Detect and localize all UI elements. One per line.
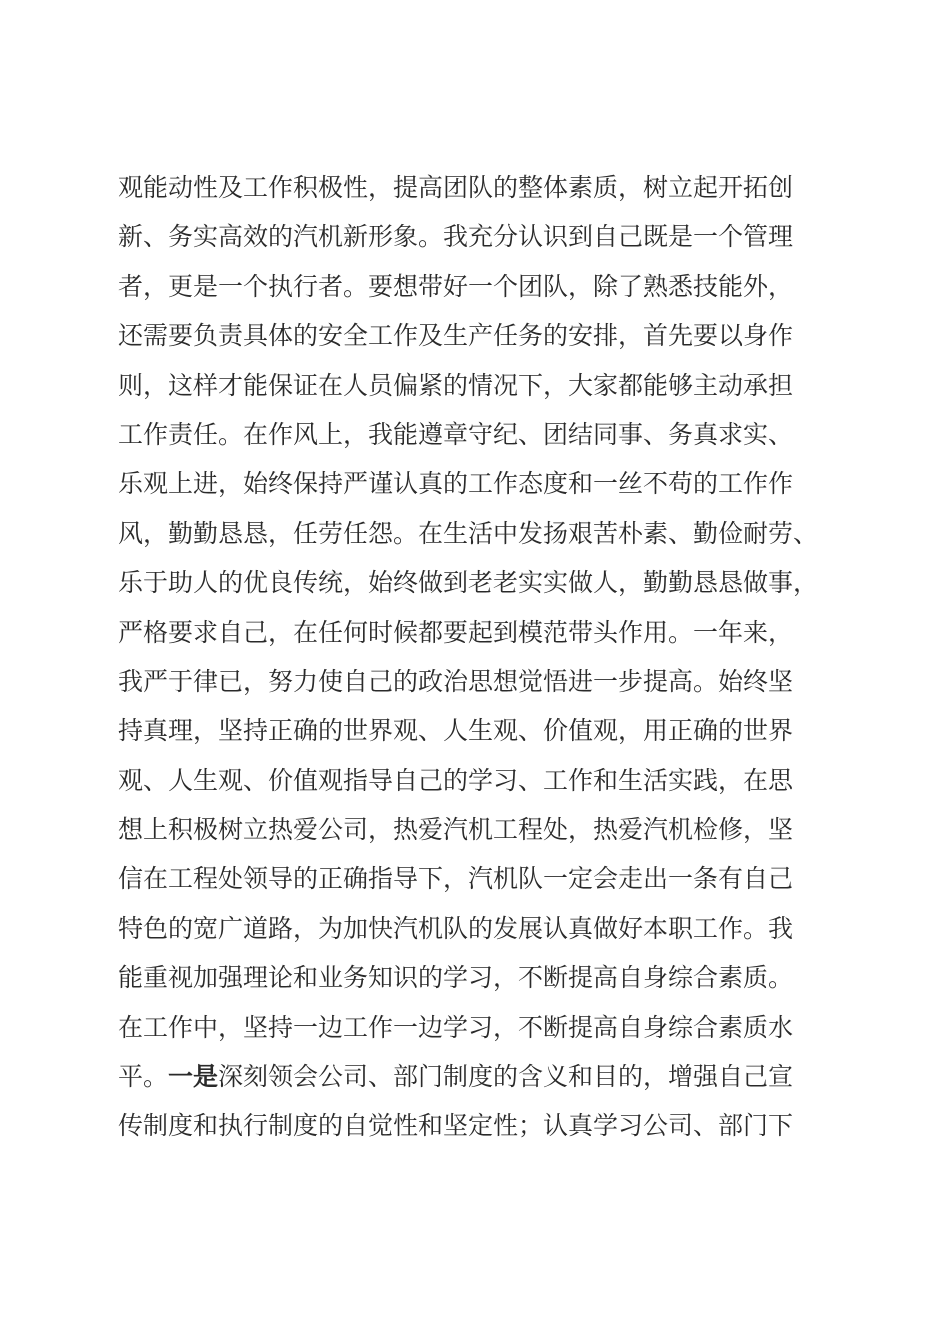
emphasis-yi-shi: 一是 <box>168 1062 219 1092</box>
text-line-15: 信在工程处领导的正确指导下，汽机队一定会走出一条有自己 <box>118 864 794 894</box>
text-line-10: 严格要求自己，在任何时候都要起到模范带头作用。一年来， <box>118 617 794 647</box>
line19-prefix: 平。 <box>118 1062 169 1092</box>
text-line-19 <box>118 1052 838 1101</box>
text-line-5: 则，这样才能保证在人员偏紧的情况下，大家都能够主动承担 <box>118 370 794 400</box>
text-line-11: 我严于律已，努力使自己的政治思想觉悟进一步提高。始终坚 <box>118 666 794 696</box>
text-line-7: 乐观上进，始终保持严谨认真的工作态度和一丝不苟的工作作 <box>118 469 794 499</box>
text-line-2: 新、务实高效的汽机新形象。我充分认识到自己既是一个管理 <box>118 222 794 252</box>
text-line-8: 风，勤勤恳恳，任劳任怨。在生活中发扬艰苦朴素、勤俭耐劳、 <box>118 518 819 548</box>
text-line-20: 传制度和执行制度的自觉性和坚定性；认真学习公司、部门下 <box>118 1111 794 1141</box>
text-line-12: 持真理，坚持正确的世界观、人生观、价值观，用正确的世界 <box>118 716 794 746</box>
text-line-6: 工作责任。在作风上，我能遵章守纪、团结同事、务真求实、 <box>118 419 794 449</box>
text-line-14: 想上积极树立热爱公司，热爱汽机工程处，热爱汽机检修，坚 <box>118 815 794 845</box>
body-paragraph <box>118 163 838 1151</box>
text-line-4: 还需要负责具体的安全工作及生产任务的安排，首先要以身作 <box>118 321 794 351</box>
line19-rest: 深刻领会公司、部门制度的含义和目的，增强自己宣 <box>218 1062 794 1092</box>
text-line-9: 乐于助人的优良传统，始终做到老老实实做人，勤勤恳恳做事， <box>118 568 819 598</box>
text-line-16: 特色的宽广道路，为加快汽机队的发展认真做好本职工作。我 <box>118 913 794 943</box>
text-line-3: 者，更是一个执行者。要想带好一个团队，除了熟悉技能外， <box>118 271 794 301</box>
text-line-1: 观能动性及工作积极性，提高团队的整体素质，树立起开拓创 <box>118 173 794 202</box>
text-line-17: 能重视加强理论和业务知识的学习，不断提高自身综合素质。 <box>118 963 794 993</box>
text-line-13: 观、人生观、价值观指导自己的学习、工作和生活实践，在思 <box>118 765 794 795</box>
text-line-18: 在工作中，坚持一边工作一边学习，不断提高自身综合素质水 <box>118 1012 794 1042</box>
